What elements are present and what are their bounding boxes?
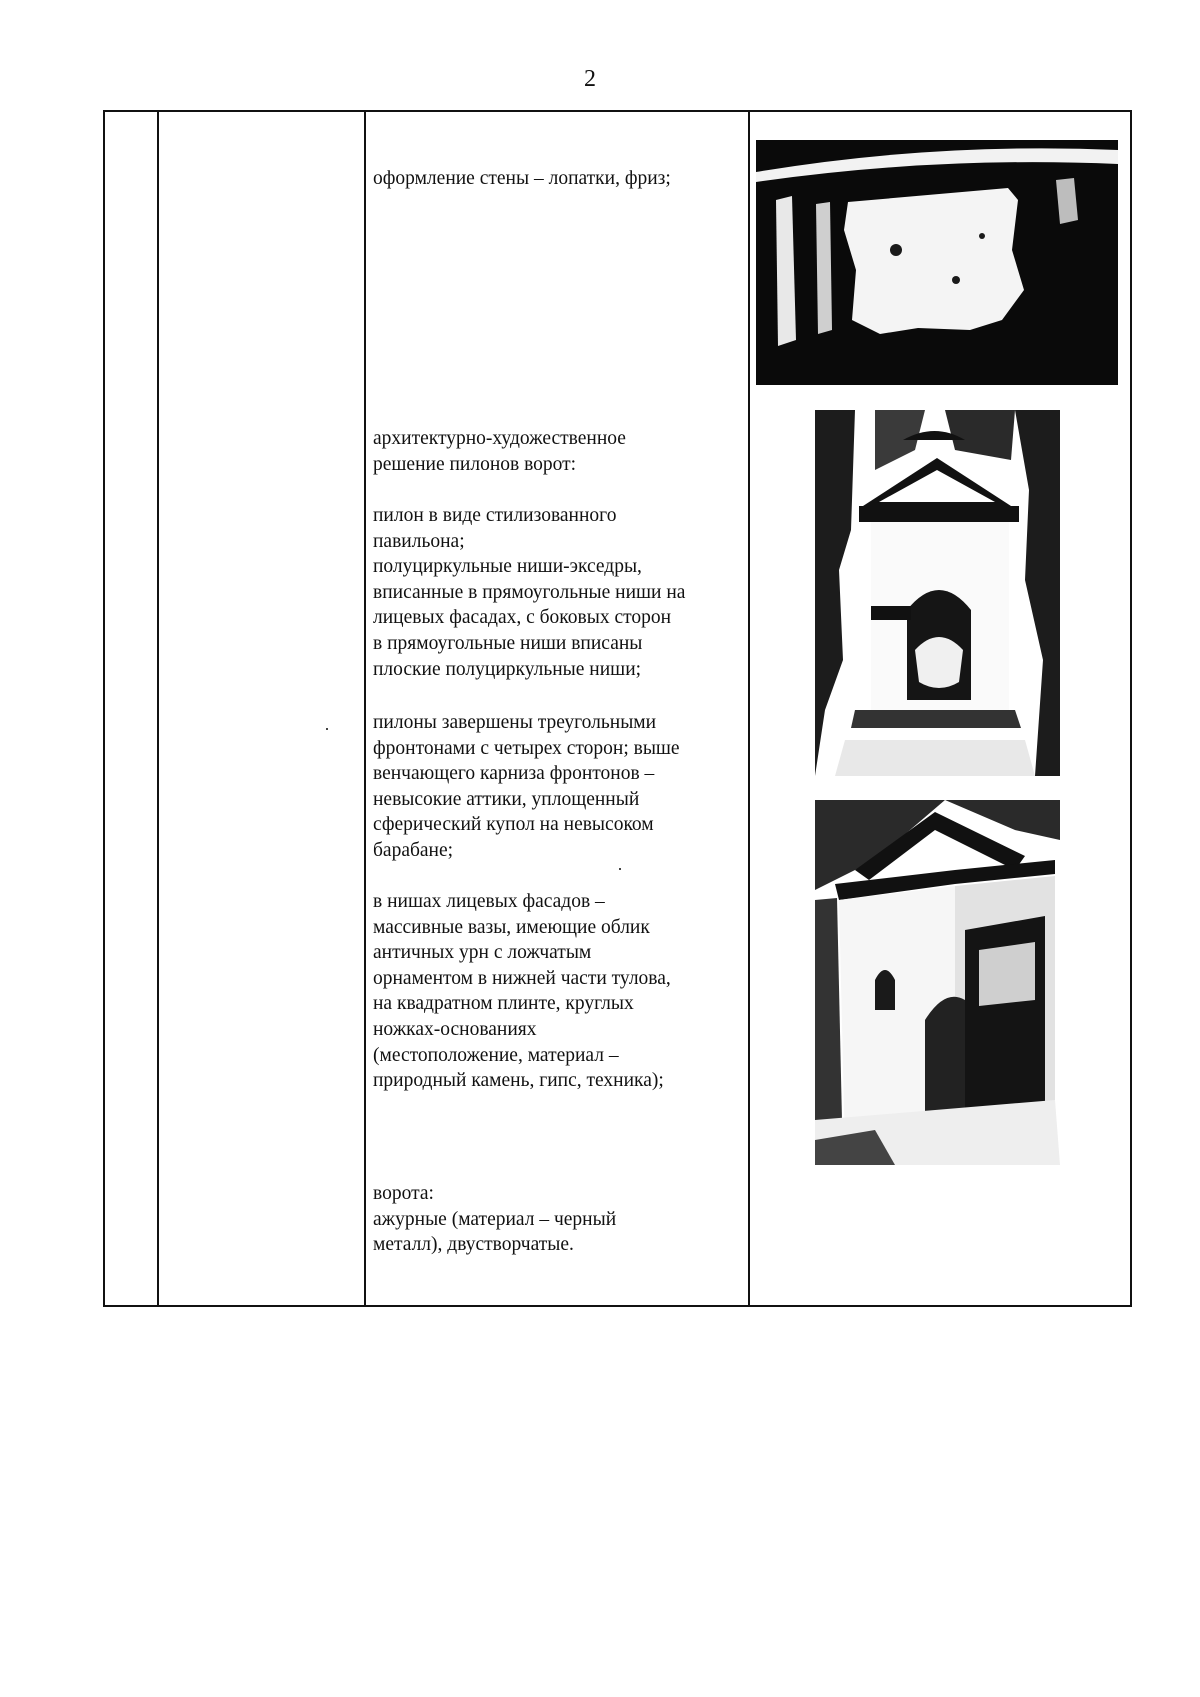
photo-wall-frieze [756, 140, 1118, 385]
description-pylon-heading: архитектурно-художественное решение пилонов ворот: [373, 428, 626, 475]
table-top-border [103, 110, 1132, 112]
page-number: 2 [584, 66, 596, 92]
description-niche-vases: в нишах лицевых фасадов – массивные вазы, имеющие облик античных урн с ложчатым орнаментом в нижней части тулова, на квадратном плинте, круглых ножках-основаниях (местоположение, материал – природный камень, гипс, техника); [373, 891, 671, 1092]
column-border-5 [1130, 110, 1132, 1307]
description-wall-decoration: оформление стены – лопатки, фриз; [373, 168, 671, 189]
column-border-3 [364, 110, 366, 1307]
stray-mark [326, 728, 328, 730]
photo-pylon-front [815, 410, 1060, 776]
photo-pylon-side [815, 800, 1060, 1165]
description-pylon-pavilion: пилон в виде стилизованного павильона; полуциркульные ниши-экседры, вписанные в прямоугольные ниши на лицевых фасадах, с боковых сторон в прямоугольные ниши вписаны плоские полуциркульные ниши; [373, 505, 686, 680]
column-border-4 [748, 110, 750, 1307]
column-border-1 [103, 110, 105, 1307]
table-bottom-border [103, 1305, 1132, 1307]
column-border-2 [157, 110, 159, 1307]
stray-mark [619, 868, 621, 870]
description-gates: ворота: ажурные (материал – черный металл), двустворчатые. [373, 1183, 617, 1256]
description-pylon-pediments: пилоны завершены треугольными фронтонами с четырех сторон; выше венчающего карниза фронтонов – невысокие аттики, уплощенный сферический купол на невысоком барабане; [373, 712, 680, 861]
